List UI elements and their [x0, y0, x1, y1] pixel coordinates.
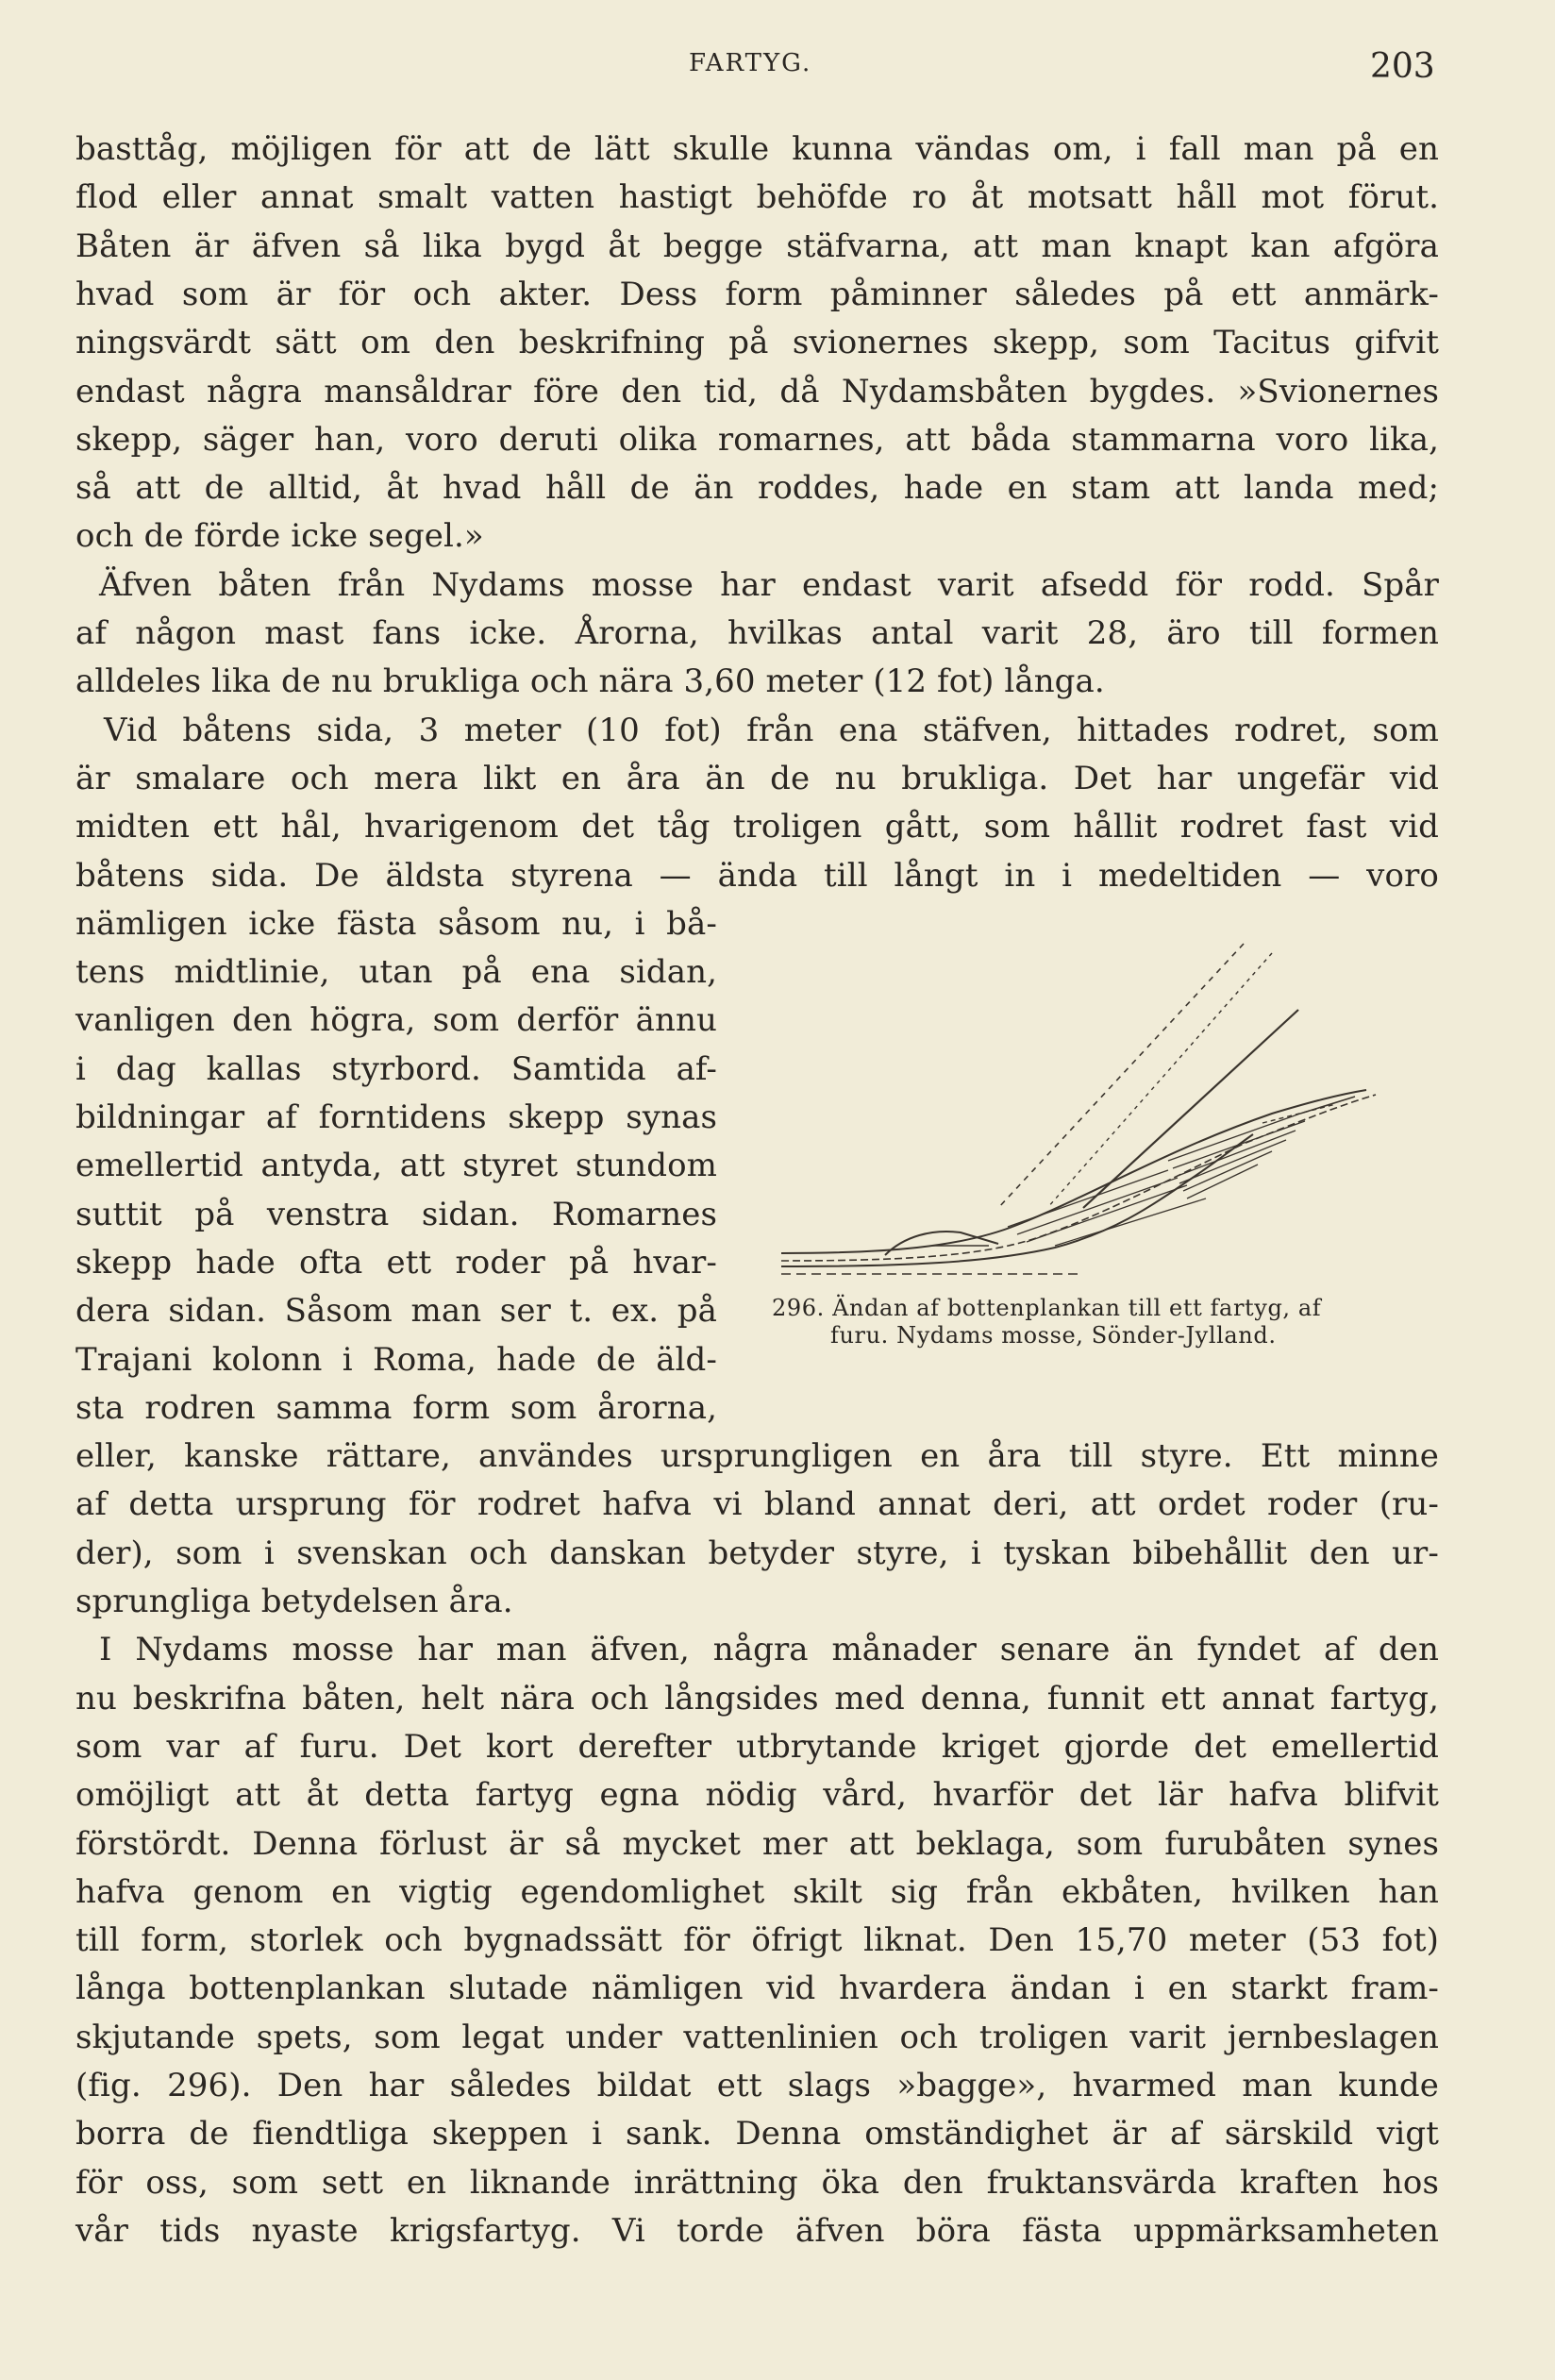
text-line: basttåg, möjligen för att de lätt skulle kunna vändas om, i fall man på en — [75, 130, 1439, 168]
text-line: suttit på venstra sidan. Romarnes — [75, 1196, 717, 1233]
text-line: af någon mast fans icke. Årorna, hvilkas antal varit 28, äro till formen — [75, 614, 1439, 652]
text-line: så att de alltid, åt hvad håll de än roddes, hade en stam att landa med; — [75, 469, 1439, 507]
text-line: der), som i svenskan och danskan betyder styre, i tyskan bibehållit den ur- — [75, 1534, 1439, 1572]
figure-296-illustration — [772, 897, 1423, 1283]
text-line: alldeles lika de nu brukliga och nära 3,60 meter (12 fot) långa. — [75, 662, 1105, 700]
text-line: hafva genom en vigtig egendomlighet skilt sig från ekbåten, hvilken han — [75, 1873, 1439, 1911]
text-line: skjutande spets, som legat under vattenlinien och troligen varit jernbeslagen — [75, 2019, 1439, 2056]
bottom-plank-drawing — [772, 897, 1423, 1283]
text-line: sprungliga betydelsen åra. — [75, 1583, 513, 1620]
text-line: nu beskrifna båten, helt nära och långsides med denna, funnit ett annat fartyg, — [75, 1680, 1439, 1718]
text-line: till form, storlek och bygnadssätt för öfrigt liknat. Den 15,70 meter (53 fot) — [75, 1921, 1439, 1959]
text-line: båtens sida. De äldsta styrena — ända till långt in i medeltiden — voro — [75, 857, 1439, 895]
text-line: långa bottenplankan slutade nämligen vid hvardera ändan i en starkt fram- — [75, 1969, 1439, 2007]
text-line: dera sidan. Såsom man ser t. ex. på — [75, 1292, 717, 1330]
caption-line-1 — [772, 1295, 1432, 1322]
text-line: endast några mansåldrar före den tid, då Nydamsbåten bygdes. »Svionernes — [75, 373, 1439, 411]
text-line: förstördt. Denna förlust är så mycket mer att beklaga, som furubåten synes — [75, 1825, 1439, 1863]
text-line: för oss, som sett en liknande inrättning öka den fruktansvärda kraften hos — [75, 2164, 1439, 2202]
text-line: som var af furu. Det kort derefter utbrytande kriget gjorde det emellertid — [75, 1728, 1439, 1766]
figure-caption — [772, 1295, 1432, 1349]
running-head: FARTYG. — [689, 49, 812, 77]
text-line: skepp, säger han, voro deruti olika romarnes, att båda stammarna voro lika, — [75, 421, 1439, 459]
text-line: ningsvärdt sätt om den beskrifning på svionernes skepp, som Tacitus gifvit — [75, 324, 1439, 361]
caption-line-2: furu. Nydams mosse, Sönder-Jylland. — [830, 1322, 1277, 1349]
text-line: tens midtlinie, utan på ena sidan, — [75, 953, 717, 991]
figure-number: 296. — [772, 1295, 825, 1321]
text-line: sta rodren samma form som årorna, — [75, 1389, 717, 1427]
text-line: i dag kallas styrbord. Samtida af- — [75, 1050, 717, 1088]
caption-text-1: Ändan af bottenplankan till ett fartyg, af — [832, 1295, 1322, 1321]
text-line: är smalare och mera likt en åra än de nu brukliga. Det har ungefär vid — [75, 760, 1439, 797]
text-line: I Nydams mosse har man äfven, några månader senare än fyndet af den — [99, 1631, 1439, 1668]
text-line: eller, kanske rättare, användes ursprungligen en åra till styre. Ett minne — [75, 1437, 1439, 1475]
text-line: (fig. 296). Den har således bildat ett slags »bagge», hvarmed man kunde — [75, 2067, 1439, 2104]
text-line: Trajani kolonn i Roma, hade de äld- — [75, 1341, 717, 1379]
text-line: flod eller annat smalt vatten hastigt behöfde ro åt motsatt håll mot förut. — [75, 178, 1439, 216]
text-line: vår tids nyaste krigsfartyg. Vi torde äfven böra fästa uppmärksamheten — [75, 2212, 1439, 2250]
text-line: af detta ursprung för rodret hafva vi bland annat deri, att ordet roder (ru- — [75, 1485, 1439, 1523]
text-line: bildningar af forntidens skepp synas — [75, 1098, 717, 1136]
text-line: emellertid antyda, att styret stundom — [75, 1147, 717, 1184]
text-line: omöjligt att åt detta fartyg egna nödig vård, hvarför det lär hafva blifvit — [75, 1776, 1439, 1814]
text-line: borra de fiendtliga skeppen i sank. Denna omständighet är af särskild vigt — [75, 2115, 1439, 2153]
text-line: hvad som är för och akter. Dess form påminner således på ett anmärk- — [75, 276, 1439, 313]
text-line: midten ett hål, hvarigenom det tåg troligen gått, som hållit rodret fast vid — [75, 808, 1439, 846]
text-line: Äfven båten från Nydams mosse har endast varit afsedd för rodd. Spår — [99, 566, 1439, 604]
text-line: skepp hade ofta ett roder på hvar- — [75, 1244, 717, 1282]
text-line: Båten är äfven så lika bygd åt begge stäfvarna, att man knapt kan afgöra — [75, 227, 1439, 265]
page-number: 203 — [1370, 47, 1435, 86]
text-line: och de förde icke segel.» — [75, 517, 484, 555]
text-line: Vid båtens sida, 3 meter (10 fot) från ena stäfven, hittades rodret, som — [104, 712, 1439, 749]
text-line: vanligen den högra, som derför ännu — [75, 1001, 717, 1039]
text-line: nämligen icke fästa såsom nu, i bå- — [75, 905, 717, 943]
